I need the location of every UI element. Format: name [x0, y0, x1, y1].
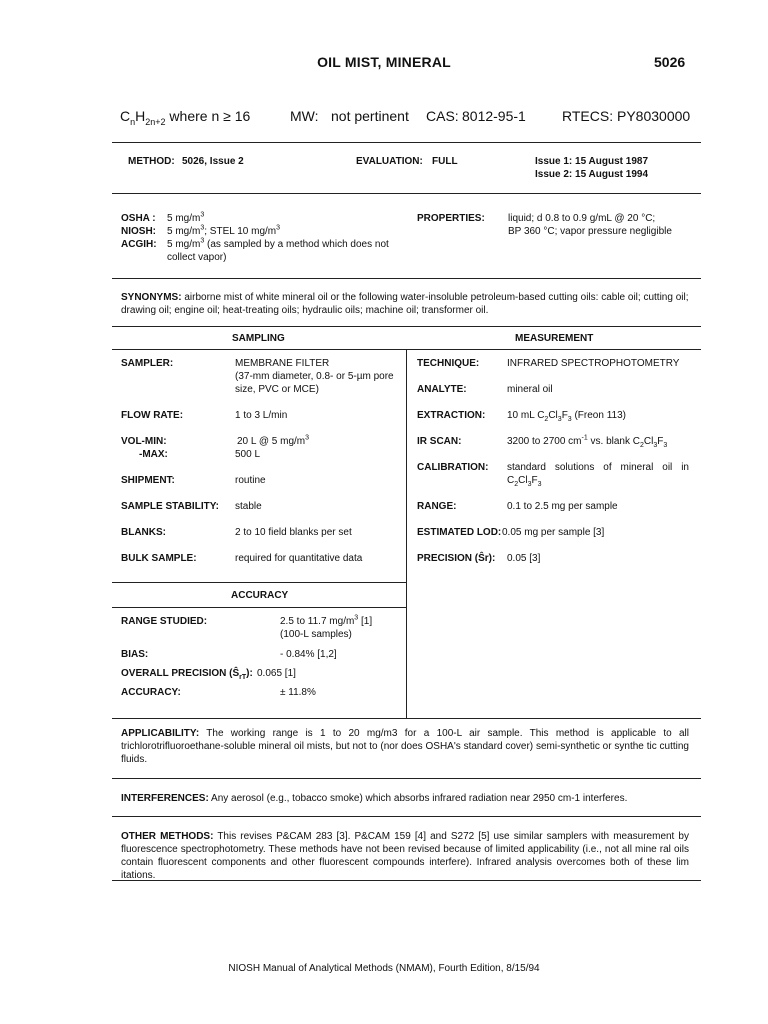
calibration-label: CALIBRATION: [417, 462, 489, 473]
extraction-value: 10 mL $C_2Cl_3F_3$ (Freon 113) [507, 410, 626, 423]
blanks-value: 2 to 10 field blanks per set [235, 527, 352, 538]
other-methods-label: OTHER METHODS: [121, 831, 214, 842]
divider [112, 816, 701, 817]
divider [112, 193, 701, 194]
accuracy-label: ACCURACY: [121, 687, 181, 698]
other-methods-text: This revises P&CAM 283 [3]. P&CAM 159 [4] and S272 [5] use similar samplers with measurement by fluorescence spectrophotometry. These methods have not been revised because of limited applicability (i.e., not all mine ral oils contain fluorescent components and other fluorescent compounds interfere). Infrared analysis overcomes both of these lim itations. [121, 831, 689, 881]
properties-label: PROPERTIES: [417, 213, 485, 224]
osha-value: 5 $mg/m^3$ [167, 211, 205, 224]
osha-label: OSHA : [121, 213, 156, 224]
synonyms-label: SYNONYMS: [121, 292, 182, 303]
vol-max-value: 500 L [235, 449, 261, 460]
interferences-label: INTERFERENCES: [121, 793, 209, 804]
sampler-value: MEMBRANE FILTER [235, 358, 330, 369]
ir-scan-value: 3200 to 2700 $cm^{-1}$ vs. blank $C_2Cl_3F_3$ [507, 434, 668, 449]
cas-label: CAS: [426, 108, 459, 124]
sampling-heading: SAMPLING [232, 333, 285, 344]
overall-precision-value: 0.065 [1] [257, 668, 296, 679]
synonyms-text: airborne mist of white mineral oil or the following water-insoluble petroleum-based cutting oils: cable oil; cutting oil; drawing oil; engine oil; heat-treating oils; hydraulic oils; machine oil; transformer oil. [121, 292, 689, 316]
range-value: 0.1 to 2.5 mg per sample [507, 501, 618, 512]
issue-2: Issue 2: 15 August 1994 [535, 169, 649, 180]
calibration-value: standard solutions of mineral oil in $C_2Cl_3F_3$ [507, 462, 689, 488]
bias-label: BIAS: [121, 649, 149, 660]
document-title: OIL MIST, MINERAL [317, 54, 451, 70]
estimated-lod-label: ESTIMATED LOD: [417, 527, 502, 538]
sampler-label: SAMPLER: [121, 358, 174, 369]
range-studied-label: RANGE STUDIED: [121, 616, 208, 627]
divider [112, 582, 406, 583]
interferences-text: Any aerosol (e.g., tobacco smoke) which absorbs infrared radiation near 2950 cm-1 interferes. [211, 793, 628, 804]
ir-scan-label: IR SCAN: [417, 436, 462, 447]
extraction-label: EXTRACTION: [417, 410, 486, 421]
bulk-sample-value: required for quantitative data [235, 553, 363, 564]
vol-max-label: -MAX: [139, 449, 168, 460]
flow-rate-value: 1 to 3 L/min [235, 410, 288, 421]
footer: NIOSH Manual of Analytical Methods (NMAM), Fourth Edition, 8/15/94 [228, 963, 540, 974]
acgih-label: ACGIH: [121, 239, 157, 250]
divider [112, 880, 701, 881]
evaluation-label: EVALUATION: [356, 156, 423, 167]
method-number: 5026 [654, 54, 686, 70]
method-value: 5026, Issue 2 [182, 156, 244, 167]
chemical-formula: $C_nH_{2n+2}$ where n ≥ 16 [120, 108, 251, 127]
mw-value: not pertinent [331, 108, 409, 124]
sample-stability-value: stable [235, 501, 262, 512]
precision-value: 0.05 [3] [507, 553, 541, 564]
divider [112, 278, 701, 279]
technique-value: INFRARED SPECTROPHOTOMETRY [507, 358, 680, 369]
analyte-label: ANALYTE: [417, 384, 467, 395]
applicability-label: APPLICABILITY: [121, 728, 200, 739]
cas-value: 8012-95-1 [462, 108, 526, 124]
column-divider [406, 349, 407, 718]
evaluation-value: FULL [432, 156, 458, 167]
bias-value: - 0.84% [1,2] [280, 649, 337, 660]
rtecs-value: PY8030000 [617, 108, 691, 124]
technique-label: TECHNIQUE: [417, 358, 480, 369]
formula-line [120, 108, 700, 128]
divider [112, 718, 701, 719]
overall-precision-subscript: rT [239, 674, 247, 681]
niosh-value: 5 $mg/m^3$; STEL 10 $mg/m^3$ [167, 224, 281, 237]
range-studied-value: 2.5 to 11.7 $mg/m^3$ [1] [280, 614, 373, 627]
vol-min-value: 20 L @ 5 $mg/m^3$ [237, 434, 310, 447]
blanks-label: BLANKS: [121, 527, 166, 538]
overall-precision-label-text: OVERALL PRECISION (Ŝ [121, 668, 240, 679]
bulk-sample-label: BULK SAMPLE: [121, 553, 197, 564]
flow-rate-label: FLOW RATE: [121, 410, 184, 421]
precision-label: PRECISION (Ŝr): [417, 553, 496, 564]
properties-line-2: BP 360 °C; vapor pressure negligible [508, 226, 672, 237]
issue-1: Issue 1: 15 August 1987 [535, 156, 649, 167]
niosh-label: NIOSH: [121, 226, 156, 237]
divider [112, 778, 701, 779]
divider [112, 326, 701, 327]
applicability-text: The working range is 1 to 20 mg/m3 for a 100-L air sample. This method is applicable to all trichlorotrifluoroethane-soluble mineral oil mists, but not to (nor does OSHA's standard cover) semi-synthetic or synthe tic cutting fluids. [121, 728, 689, 765]
synonyms [121, 291, 689, 317]
overall-precision-label: OVERALL PRECISION $(Ŝ_{rT})$: [121, 668, 253, 681]
sampler-detail: (37-mm diameter, 0.8- or 5-µm pore size, PVC or MCE) [235, 371, 394, 395]
rtecs-label: RTECS: [562, 108, 614, 124]
acgih-value: 5 $mg/m^3$ (as sampled by a method which does not collect vapor) [167, 237, 389, 263]
accuracy-heading: ACCURACY [231, 590, 289, 601]
method-label: METHOD: [128, 156, 175, 167]
other-methods [121, 830, 689, 882]
mw-label: MW: [290, 108, 319, 124]
sample-stability-label: SAMPLE STABILITY: [121, 501, 219, 512]
analyte-value: mineral oil [507, 384, 553, 395]
accuracy-value: ± 11.8% [280, 687, 316, 698]
divider [112, 142, 701, 143]
interferences [121, 792, 689, 805]
shipment-value: routine [235, 475, 266, 486]
shipment-label: SHIPMENT: [121, 475, 175, 486]
divider [112, 607, 406, 608]
range-label: RANGE: [417, 501, 457, 512]
properties-line-1: liquid; d 0.8 to 0.9 g/mL @ 20 °C; [508, 213, 656, 224]
range-studied-detail: (100-L samples) [280, 629, 352, 640]
vol-min-label: VOL-MIN: [121, 436, 167, 447]
applicability [121, 727, 689, 766]
measurement-heading: MEASUREMENT [515, 333, 594, 344]
estimated-lod-value: 0.05 mg per sample [3] [502, 527, 605, 538]
